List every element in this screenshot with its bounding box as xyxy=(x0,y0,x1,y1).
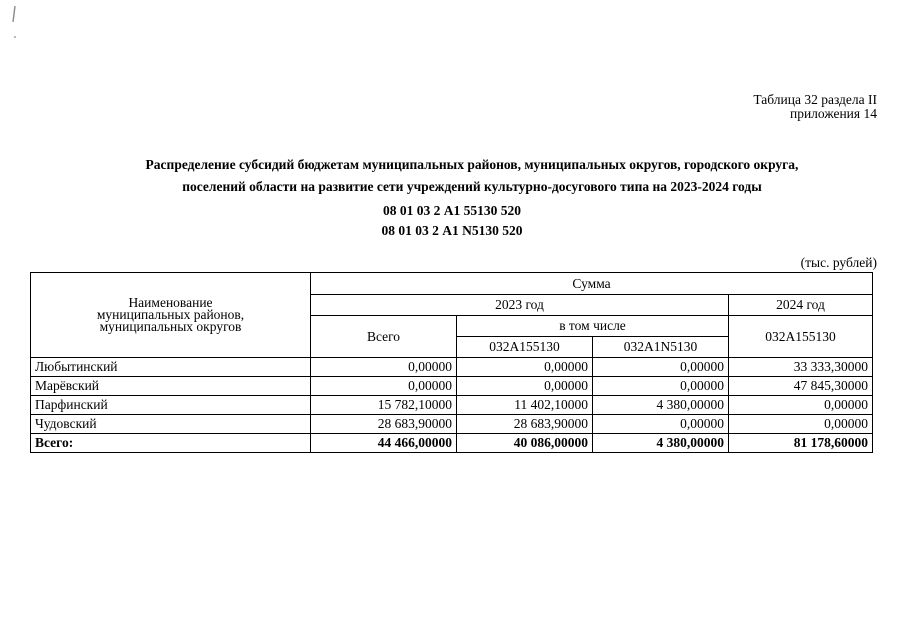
scan-dot xyxy=(14,36,16,38)
year-2024-value: 47 845,30000 xyxy=(729,377,873,396)
code-2024-header: 032А155130 xyxy=(729,316,873,358)
total-value: 15 782,10000 xyxy=(311,396,457,415)
table-row xyxy=(31,358,873,377)
reference-line-2: приложения 14 xyxy=(789,106,877,121)
title-line-1: Распределение субсидий бюджетам муниципальных районов, муниципальных округов, городского округа, xyxy=(145,157,799,172)
code-2-value: 0,00000 xyxy=(593,377,729,396)
name-header-line-2: муниципальных районов, xyxy=(96,307,245,322)
code-2-value: 0,00000 xyxy=(593,358,729,377)
budget-code-2: 08 01 03 2 А1 N5130 520 xyxy=(381,223,523,238)
code-1-header: 032А155130 xyxy=(457,337,593,358)
table-row xyxy=(31,396,873,415)
district-name: Парфинский xyxy=(31,396,311,415)
code-1-value: 11 402,10000 xyxy=(457,396,593,415)
code-1-value: 28 683,90000 xyxy=(457,415,593,434)
name-header-line-1: Наименование xyxy=(128,295,213,310)
district-name: Любытинский xyxy=(31,358,311,377)
total-value: 0,00000 xyxy=(311,377,457,396)
budget-code-1: 08 01 03 2 А1 55130 520 xyxy=(383,203,521,218)
including-header: в том числе xyxy=(457,316,729,337)
table-row xyxy=(31,377,873,396)
totals-label: Всего: xyxy=(31,434,311,453)
total-column-header: Всего xyxy=(311,316,457,358)
code-1-value: 40 086,00000 xyxy=(457,434,593,453)
sum-header: Сумма xyxy=(311,273,873,295)
code-1-value: 0,00000 xyxy=(457,377,593,396)
year-2024-value: 33 333,30000 xyxy=(729,358,873,377)
year-2024-header: 2024 год xyxy=(729,295,873,316)
name-column-header xyxy=(31,273,311,358)
document-title xyxy=(40,154,904,198)
table-reference xyxy=(753,93,877,121)
code-2-value: 4 380,00000 xyxy=(593,434,729,453)
year-2024-value: 0,00000 xyxy=(729,396,873,415)
total-value: 28 683,90000 xyxy=(311,415,457,434)
table-row xyxy=(31,415,873,434)
year-2024-value: 81 178,60000 xyxy=(729,434,873,453)
code-1-value: 0,00000 xyxy=(457,358,593,377)
district-name: Чудовский xyxy=(31,415,311,434)
code-2-header: 032А1N5130 xyxy=(593,337,729,358)
title-line-2: поселений области на развитие сети учреждений культурно-досугового типа на 2023-2024 годы xyxy=(182,179,762,194)
code-2-value: 0,00000 xyxy=(593,415,729,434)
scan-mark xyxy=(12,6,16,22)
total-value: 0,00000 xyxy=(311,358,457,377)
code-2-value: 4 380,00000 xyxy=(593,396,729,415)
year-2024-value: 0,00000 xyxy=(729,415,873,434)
year-2023-header: 2023 год xyxy=(311,295,729,316)
budget-codes xyxy=(0,201,904,241)
total-value: 44 466,00000 xyxy=(311,434,457,453)
units-label: (тыс. рублей) xyxy=(800,255,877,270)
totals-row xyxy=(31,434,873,453)
subsidy-table xyxy=(30,272,873,453)
district-name: Марёвский xyxy=(31,377,311,396)
header-row-1 xyxy=(31,273,873,295)
name-header-line-3: муниципальных округов xyxy=(99,319,242,334)
reference-line-1: Таблица 32 раздела II xyxy=(753,92,877,107)
